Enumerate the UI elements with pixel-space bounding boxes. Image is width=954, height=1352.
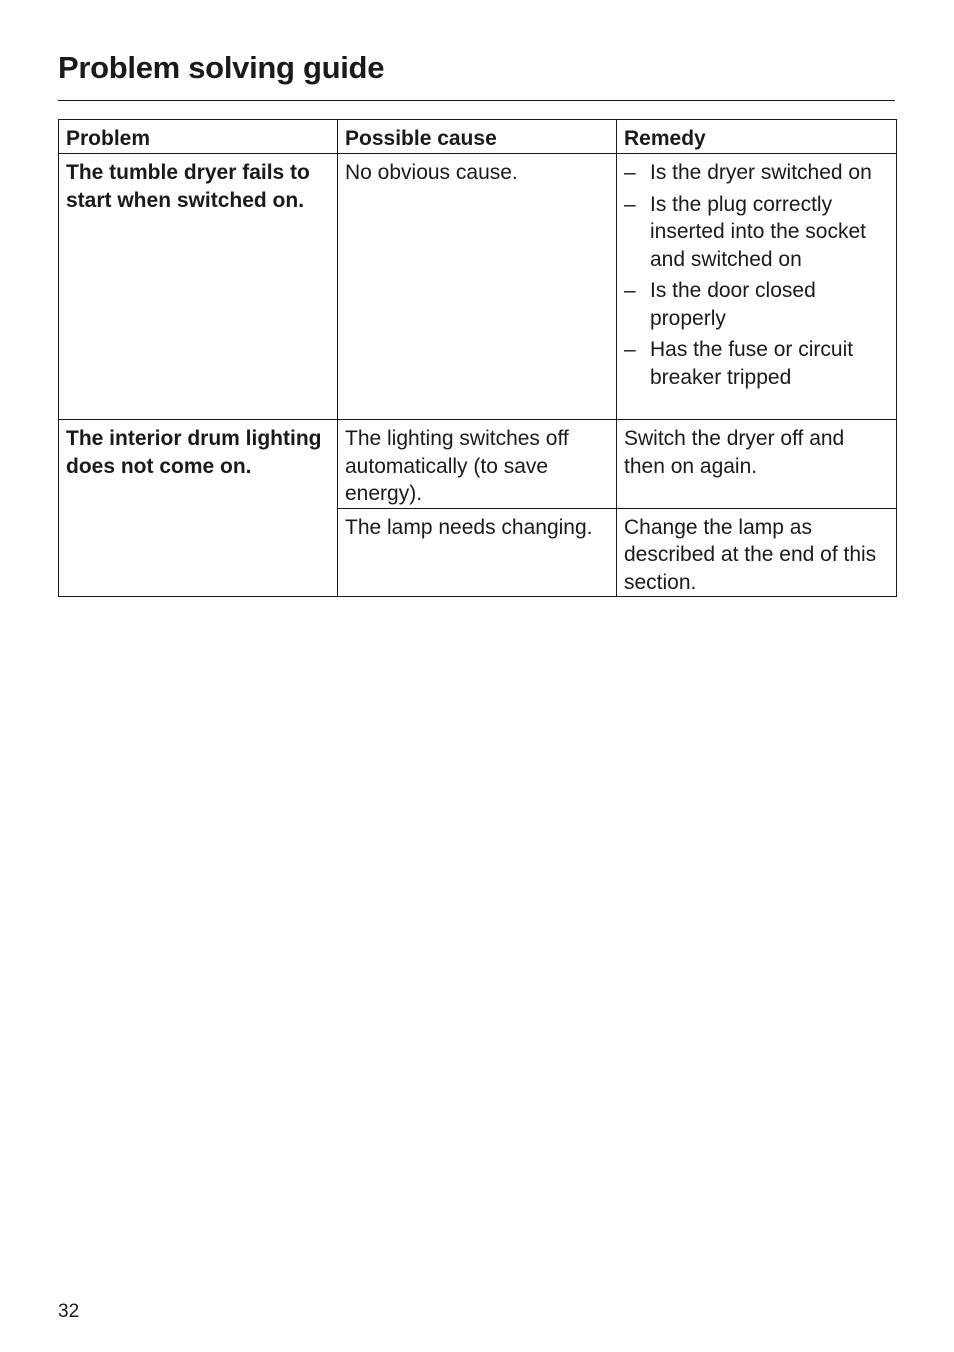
cause-cell: No obvious cause. (338, 154, 617, 420)
title-divider (58, 100, 895, 101)
remedy-cell: Change the lamp as described at the end of this section. (617, 508, 897, 597)
remedy-cell (617, 154, 897, 420)
remedy-item (624, 159, 890, 187)
remedy-item-text: Is the door closed properly (650, 279, 816, 330)
column-header-problem: Problem (59, 120, 338, 154)
page-number: 32 (58, 1301, 80, 1322)
dash-bullet: – (624, 161, 636, 184)
table-row (59, 420, 897, 509)
page-title: Problem solving guide (58, 50, 385, 85)
remedy-item-text: Is the plug correctly inserted into the socket and switched on (650, 192, 866, 271)
remedy-item (624, 277, 890, 332)
remedy-item-text: Has the fuse or circuit breaker tripped (650, 338, 854, 389)
cause-cell: The lamp needs changing. (338, 508, 617, 597)
table-header-row (59, 120, 897, 154)
remedy-item (624, 191, 890, 274)
dash-bullet: – (624, 192, 636, 216)
table-row (59, 154, 897, 420)
remedy-checklist (624, 159, 890, 391)
remedy-item (624, 336, 890, 391)
remedy-cell: Switch the dryer off and then on again. (617, 420, 897, 509)
dash-bullet: – (624, 338, 636, 361)
column-header-cause: Possible cause (338, 120, 617, 154)
cause-cell: The lighting switches off automatically (to save energy). (338, 420, 617, 509)
remedy-item-text: Is the dryer switched on (650, 161, 872, 184)
problem-cell: The interior drum lighting does not come on. (59, 420, 338, 597)
problem-solving-table (58, 119, 897, 597)
column-header-remedy: Remedy (617, 120, 897, 154)
problem-cell: The tumble dryer fails to start when switched on. (59, 154, 338, 420)
dash-bullet: – (624, 279, 636, 302)
